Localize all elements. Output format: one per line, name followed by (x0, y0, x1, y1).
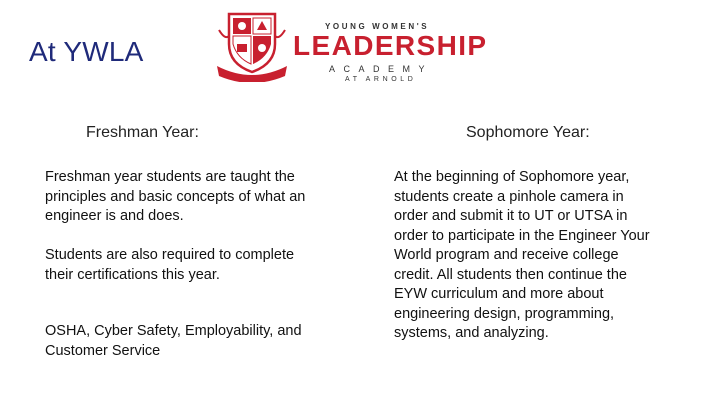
school-logo (215, 10, 495, 82)
freshman-paragraph-2: Students are also required to complete their certifications this year. (45, 247, 295, 283)
freshman-paragraph-1: Freshman year students are taught the principles and basic concepts of what an engineer is and does. (45, 169, 306, 224)
sophomore-heading: Sophomore Year: (466, 124, 590, 141)
crest-icon (215, 10, 289, 82)
sophomore-paragraph: At the beginning of Sophomore year, students create a pinhole camera in order and submit it to UT or UTSA in order to participate in the Engineer Your World program and receive college credit. All students then continue the EYW curriculum and more about engineering design, programming, systems, and analyzing. (394, 169, 650, 341)
logo-line-3: ACADEMY (329, 64, 434, 74)
freshman-paragraph-3: OSHA, Cyber Safety, Employability, and Customer Service (45, 323, 302, 359)
logo-wordmark (289, 10, 495, 82)
logo-line-1: YOUNG WOMEN'S (325, 22, 430, 31)
freshman-heading: Freshman Year: (86, 124, 199, 141)
logo-line-2: LEADERSHIP (293, 30, 488, 61)
logo-line-4: AT ARNOLD (345, 76, 417, 83)
slide-title: At YWLA (29, 36, 144, 67)
